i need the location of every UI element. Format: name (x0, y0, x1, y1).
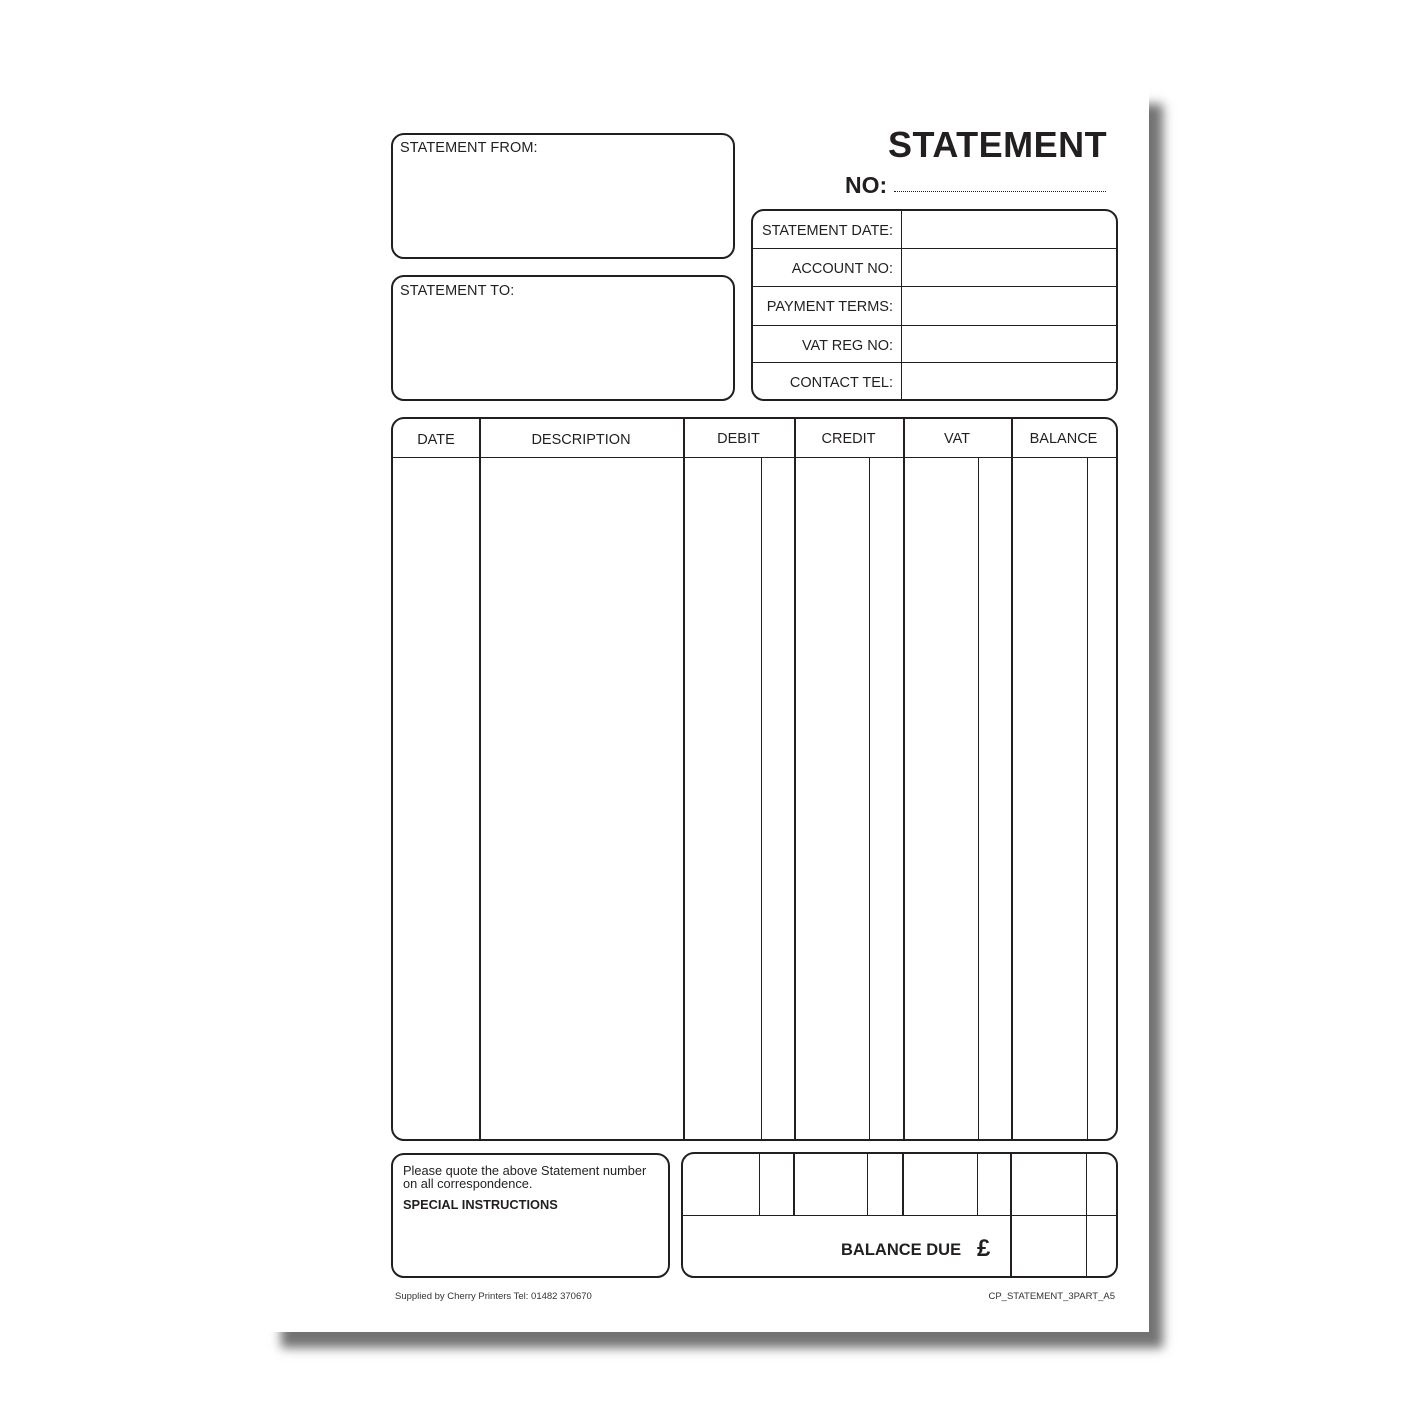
transactions-table (391, 417, 1118, 1141)
totals-divider (683, 1215, 1116, 1216)
balance-due-label: BALANCE DUE (841, 1241, 962, 1259)
quote-statement-note-line2: on all correspondence. (403, 1176, 533, 1191)
info-label: ACCOUNT NO: (791, 261, 893, 277)
statement-from-label: STATEMENT FROM: (400, 140, 538, 156)
statement-from-box[interactable] (391, 133, 735, 259)
statement-date-field[interactable] (903, 211, 1116, 249)
vat-total-field[interactable] (904, 1154, 1010, 1214)
debit-entry-area[interactable] (685, 459, 794, 1139)
statement-info-box (751, 209, 1118, 401)
column-header-balance: BALANCE (1029, 431, 1098, 447)
statement-to-box[interactable] (391, 275, 735, 401)
special-instructions-label: SPECIAL INSTRUCTIONS (403, 1197, 558, 1212)
table-header-divider (393, 457, 1116, 458)
document-title: STATEMENT (888, 124, 1108, 165)
info-row-statement-date (753, 211, 1116, 249)
column-header-description: DESCRIPTION (531, 432, 631, 448)
info-label: VAT REG NO: (801, 338, 893, 354)
column-header-credit: CREDIT (821, 431, 876, 447)
pound-sign: £ (977, 1235, 991, 1262)
quote-statement-note-line1: Please quote the above Statement number (403, 1163, 647, 1178)
column-header-vat: VAT (943, 431, 971, 447)
info-row-contact-tel (753, 363, 1116, 401)
info-row-account-no (753, 249, 1116, 287)
info-label: PAYMENT TERMS: (766, 299, 893, 315)
statement-number-field[interactable] (894, 191, 1106, 192)
description-entry-area[interactable] (481, 459, 683, 1139)
special-instructions-box[interactable] (391, 1153, 670, 1278)
debit-total-field[interactable] (683, 1154, 793, 1214)
balance-total-field[interactable] (1012, 1154, 1116, 1214)
contact-tel-field[interactable] (903, 363, 1116, 401)
info-label: STATEMENT DATE: (761, 223, 893, 239)
statement-number-label: NO: (845, 172, 888, 198)
vat-entry-area[interactable] (905, 459, 1011, 1139)
account-no-field[interactable] (903, 249, 1116, 287)
info-row-payment-terms (753, 287, 1116, 325)
product-code-footer: CP_STATEMENT_3PART_A5 (988, 1291, 1115, 1302)
column-header-debit: DEBIT (717, 431, 760, 447)
vat-reg-no-field[interactable] (903, 326, 1116, 364)
date-entry-area[interactable] (393, 459, 479, 1139)
credit-entry-area[interactable] (796, 459, 903, 1139)
info-label: CONTACT TEL: (789, 375, 893, 391)
balance-due-field[interactable] (1012, 1217, 1116, 1276)
balance-entry-area[interactable] (1013, 459, 1116, 1139)
supplier-footer: Supplied by Cherry Printers Tel: 01482 370670 (395, 1291, 592, 1302)
statement-to-label: STATEMENT TO: (400, 283, 515, 299)
column-header-date: DATE (417, 432, 455, 448)
totals-box (681, 1152, 1118, 1278)
info-row-vat-reg-no (753, 326, 1116, 364)
payment-terms-field[interactable] (903, 287, 1116, 325)
credit-total-field[interactable] (795, 1154, 902, 1214)
